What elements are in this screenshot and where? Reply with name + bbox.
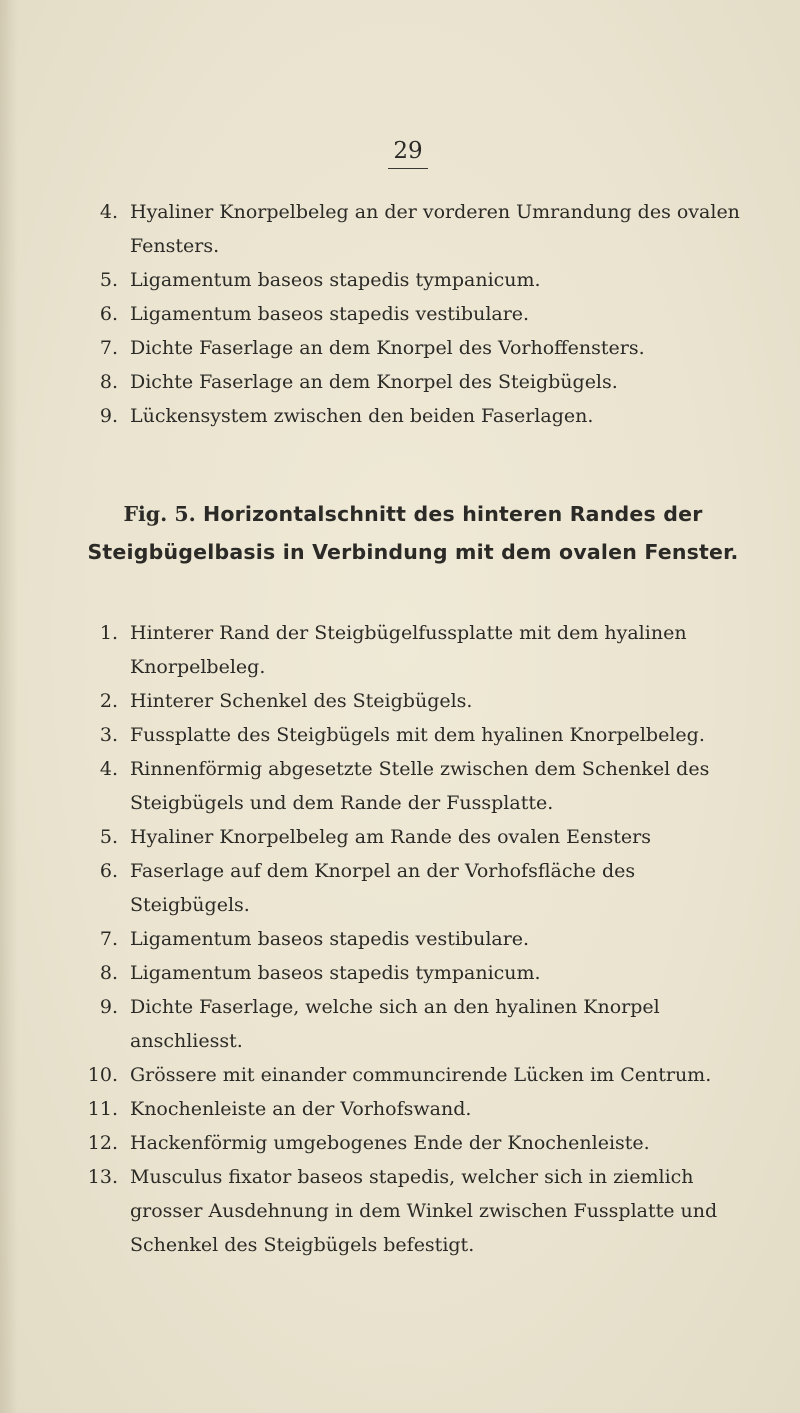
legend-item-number: 1. bbox=[99, 622, 118, 644]
legend-item bbox=[86, 684, 746, 718]
legend-item-number: 7. bbox=[99, 928, 118, 950]
figure-heading bbox=[80, 495, 746, 571]
legend-item-text: Knochenleiste an der Vorhofswand. bbox=[130, 1098, 472, 1120]
legend-item bbox=[86, 331, 746, 365]
legend-item bbox=[86, 365, 746, 399]
legend-item bbox=[86, 1126, 746, 1160]
legend-item-text: Hinterer Schenkel des Steigbügels. bbox=[130, 690, 473, 712]
legend-item-number: 4. bbox=[99, 201, 118, 223]
legend-item-number: 11. bbox=[87, 1098, 118, 1120]
legend-item-text: Grössere mit einander communcirende Lücken im Centrum. bbox=[130, 1064, 712, 1086]
legend-item bbox=[86, 990, 746, 1058]
legend-item bbox=[86, 399, 746, 433]
legend-item-text: Dichte Faserlage an dem Knorpel des Steigbügels. bbox=[130, 371, 618, 393]
legend-item-text: Ligamentum baseos stapedis tympanicum. bbox=[130, 269, 541, 291]
legend-item-text: Ligamentum baseos stapedis vestibulare. bbox=[130, 928, 530, 950]
legend-item-number: 10. bbox=[87, 1064, 118, 1086]
legend-item bbox=[86, 616, 746, 684]
legend-item-number: 9. bbox=[99, 996, 118, 1018]
legend-item bbox=[86, 718, 746, 752]
legend-item-number: 2. bbox=[99, 690, 118, 712]
figure-label: Fig. 5. bbox=[123, 502, 196, 526]
legend-item-number: 9. bbox=[99, 405, 118, 427]
legend-item bbox=[86, 922, 746, 956]
legend-item bbox=[86, 195, 746, 263]
legend-item-text: Hyaliner Knorpelbeleg am Rande des ovalen Eensters bbox=[130, 826, 651, 848]
page-number: 29 bbox=[388, 136, 428, 169]
legend-item-text: Musculus fixator baseos stapedis, welcher sich in ziemlich grosser Ausdehnung in dem Winkel zwischen Fussplatte und Schenkel des Steigbügels befestigt. bbox=[130, 1166, 718, 1256]
legend-item-text: Hinterer Rand der Steigbügelfussplatte mit dem hyalinen Knorpelbeleg. bbox=[130, 622, 687, 678]
legend-item-number: 4. bbox=[99, 758, 118, 780]
legend-item-number: 3. bbox=[99, 724, 118, 746]
legend-item bbox=[86, 263, 746, 297]
legend-item bbox=[86, 820, 746, 854]
legend-item bbox=[86, 1092, 746, 1126]
legend-item bbox=[86, 752, 746, 820]
legend-item bbox=[86, 854, 746, 922]
binding-shadow bbox=[0, 0, 18, 1413]
legend-item-number: 8. bbox=[99, 962, 118, 984]
legend-item-text: Lückensystem zwischen den beiden Faserlagen. bbox=[130, 405, 594, 427]
legend-item-text: Hackenförmig umgebogenes Ende der Knochenleiste. bbox=[130, 1132, 650, 1154]
legend-item bbox=[86, 956, 746, 990]
legend-item-text: Rinnenförmig abgesetzte Stelle zwischen dem Schenkel des Steigbügels und dem Rande der Fussplatte. bbox=[130, 758, 710, 814]
legend-item bbox=[86, 1058, 746, 1092]
legend-item-number: 8. bbox=[99, 371, 118, 393]
legend-item-number: 13. bbox=[87, 1166, 118, 1188]
legend-item bbox=[86, 1160, 746, 1262]
legend-item-text: Dichte Faserlage, welche sich an den hyalinen Knorpel anschliesst. bbox=[130, 996, 660, 1052]
legend-item bbox=[86, 297, 746, 331]
continued-legend-list bbox=[86, 195, 746, 433]
legend-item-text: Ligamentum baseos stapedis vestibulare. bbox=[130, 303, 530, 325]
legend-item-text: Hyaliner Knorpelbeleg an der vorderen Umrandung des ovalen Fensters. bbox=[130, 201, 740, 257]
figure-title: Horizontalschnitt des hinteren Randes der Steigbügelbasis in Verbindung mit dem ovalen Fenster. bbox=[87, 502, 739, 564]
figure-legend-list bbox=[86, 616, 746, 1262]
legend-item-number: 6. bbox=[99, 860, 118, 882]
legend-item-text: Ligamentum baseos stapedis tympanicum. bbox=[130, 962, 541, 984]
legend-item-number: 5. bbox=[99, 269, 118, 291]
legend-item-text: Dichte Faserlage an dem Knorpel des Vorhoffensters. bbox=[130, 337, 645, 359]
legend-item-number: 6. bbox=[99, 303, 118, 325]
legend-item-number: 5. bbox=[99, 826, 118, 848]
legend-item-number: 12. bbox=[87, 1132, 118, 1154]
legend-item-number: 7. bbox=[99, 337, 118, 359]
legend-item-text: Faserlage auf dem Knorpel an der Vorhofsfläche des Steigbügels. bbox=[130, 860, 636, 916]
legend-item-text: Fussplatte des Steigbügels mit dem hyalinen Knorpelbeleg. bbox=[130, 724, 705, 746]
